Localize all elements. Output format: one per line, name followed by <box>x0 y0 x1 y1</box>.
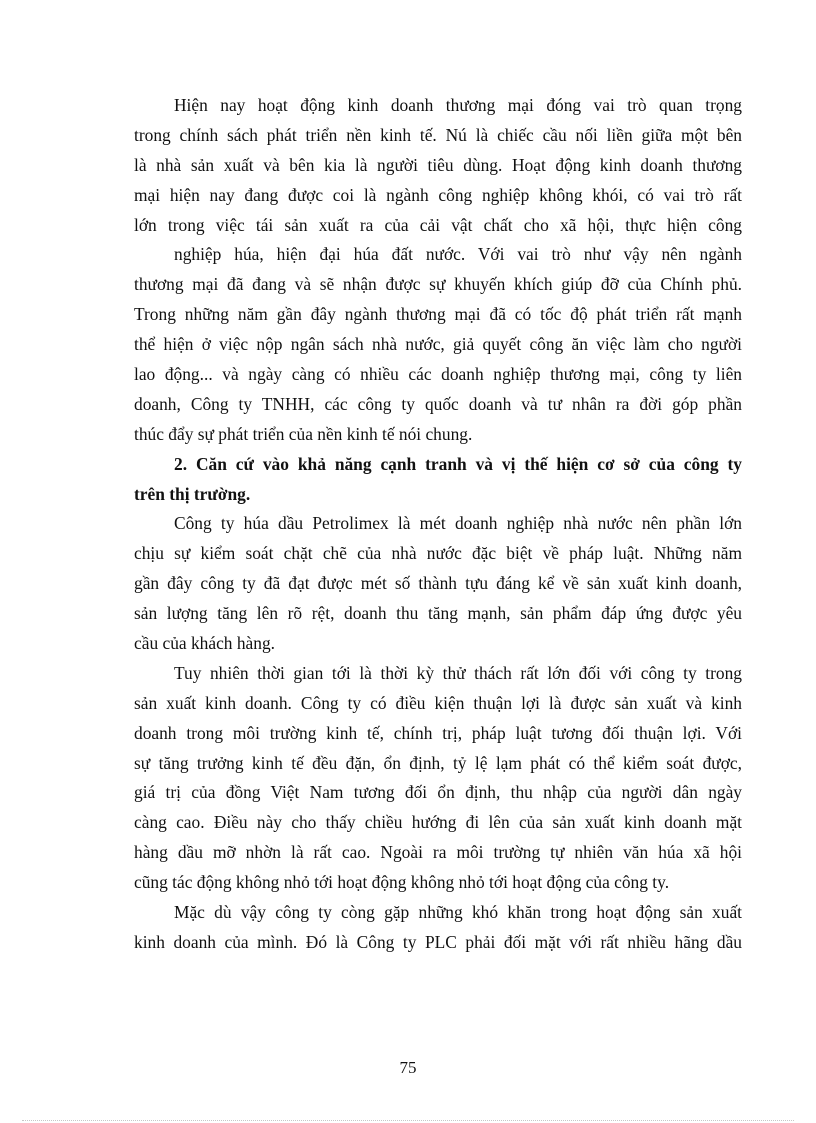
text-line: thể hiện ở việc nộp ngân sách nhà nước, giả quyết công ăn việc làm cho người <box>134 334 742 355</box>
text-line: Trong những năm gần đây ngành thương mại đã có tốc độ phát triển rất mạnh <box>134 304 742 325</box>
text-line: nghiệp húa, hiện đại húa đất nước. Với vai trò như vậy nên ngành <box>174 244 742 265</box>
text-line: lao động... và ngày càng có nhiều các doanh nghiệp thương mại, công ty liên <box>134 364 742 385</box>
text-line: chịu sự kiểm soát chặt chẽ của nhà nước đặc biệt về pháp luật. Những năm <box>134 543 742 564</box>
text-line: sản lượng tăng lên rõ rệt, doanh thu tăng mạnh, sản phẩm đáp ứng được yêu <box>134 603 742 624</box>
text-line: kinh doanh của mình. Đó là Công ty PLC phải đối mặt với rất nhiều hãng dầu <box>134 931 742 952</box>
text-line: doanh trong môi trường kinh tế, chính trị, pháp luật tương đối thuận lợi. Với <box>134 722 742 743</box>
text-line: cũng tác động không nhỏ tới hoạt động không nhỏ tới hoạt động của công ty. <box>134 872 670 893</box>
page-bottom-divider <box>22 1120 794 1121</box>
text-line: cầu của khách hàng. <box>134 633 275 654</box>
text-line: sản xuất kinh doanh. Công ty có điều kiện thuận lợi là được sản xuất và kinh <box>134 692 742 713</box>
text-line: hàng dầu mỡ nhờn là rất cao. Ngoài ra môi trường tự nhiên văn húa xã hội <box>134 842 742 863</box>
text-line: là nhà sản xuất và bên kia là người tiêu dùng. Hoạt động kinh doanh thương <box>134 154 742 175</box>
text-line: thúc đẩy sự phát triển của nền kinh tế nói chung. <box>134 423 473 444</box>
paragraph-1 <box>134 91 742 450</box>
text-line: doanh, Công ty TNHH, các công ty quốc doanh và tư nhân ra đời góp phần <box>134 393 742 414</box>
text-line: Công ty húa dầu Petrolimex là mét doanh nghiệp nhà nước nên phần lớn <box>174 513 742 534</box>
text-line: sự tăng trưởng kinh tế đều đặn, ổn định, tỷ lệ lạm phát có thể kiểm soát được, <box>134 752 742 773</box>
text-line: Hiện nay hoạt động kinh doanh thương mại đóng vai trò quan trọng <box>174 95 742 115</box>
paragraph-4 <box>134 898 742 958</box>
text-line: mại hiện nay đang được coi là ngành công nghiệp không khói, có vai trò rất <box>134 184 742 205</box>
text-line: thương mại đã đang và sẽ nhận được sự khuyến khích giúp đỡ của Chính phủ. <box>134 274 742 295</box>
section-heading <box>134 450 742 510</box>
heading-line: trên thị trường. <box>134 483 251 504</box>
text-line: lớn trong việc tái sản xuất ra của cải vật chất cho xã hội, thực hiện công <box>134 214 742 235</box>
paragraph-3 <box>134 659 742 898</box>
text-line: giá trị của đồng Việt Nam tương đối ổn định, thu nhập của người dân ngày <box>134 782 742 803</box>
text-line: gần đây công ty đã đạt được mét số thành tựu đáng kể về sản xuất kinh doanh, <box>134 573 742 594</box>
document-body <box>134 91 742 958</box>
text-line: Tuy nhiên thời gian tới là thời kỳ thử thách rất lớn đối với công ty trong <box>174 662 742 683</box>
text-line: càng cao. Điều này cho thấy chiều hướng đi lên của sản xuất kinh doanh mặt <box>134 812 742 833</box>
text-line: trong chính sách phát triển nền kinh tế. Nú là chiếc cầu nối liền giữa một bên <box>134 124 742 145</box>
page-number: 75 <box>399 1058 417 1077</box>
heading-line: 2. Căn cứ vào khả năng cạnh tranh và vị thế hiện cơ sở của công ty <box>174 453 742 474</box>
paragraph-2 <box>134 509 742 658</box>
text-line: Mặc dù vậy công ty còng gặp những khó khăn trong hoạt động sản xuất <box>174 902 742 923</box>
